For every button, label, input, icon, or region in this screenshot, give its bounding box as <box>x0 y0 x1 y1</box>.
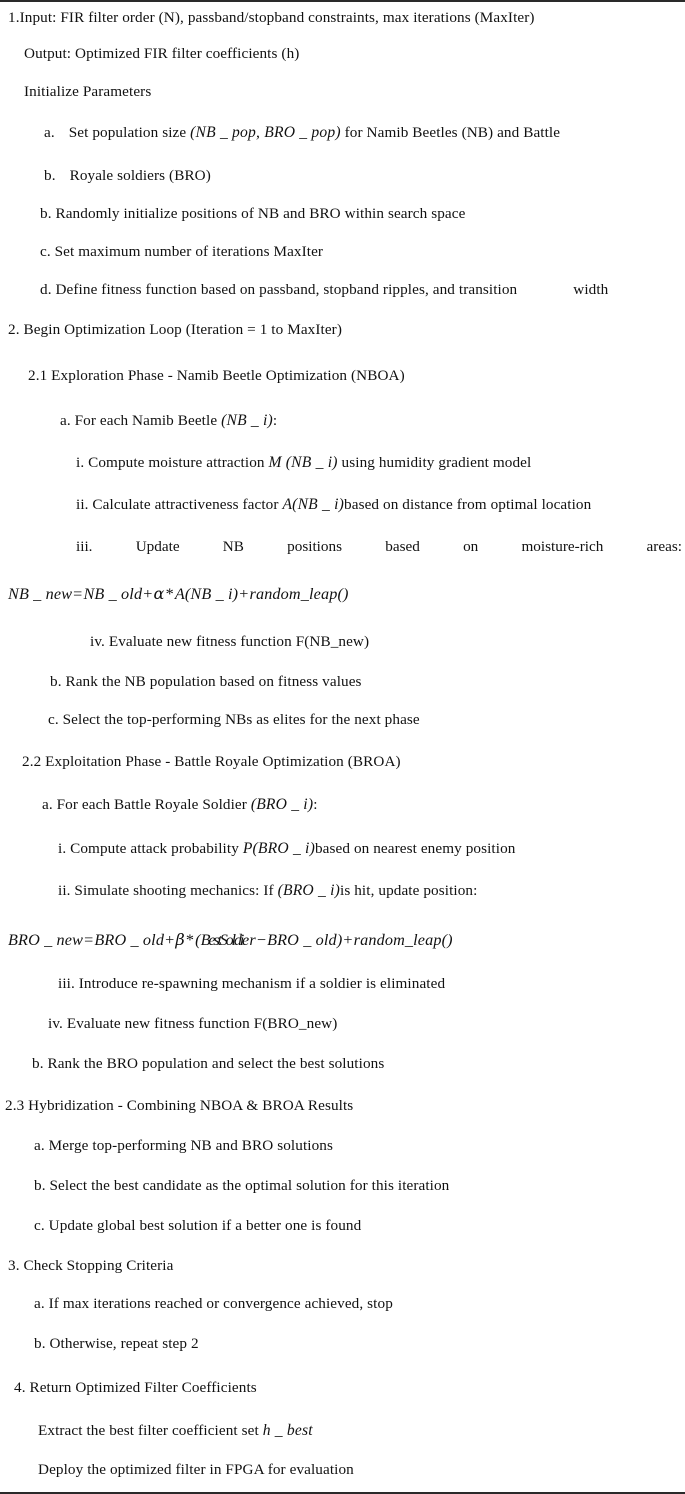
formula-bro-t1: BRO _ old <box>94 931 165 949</box>
formula-nb-eq: = <box>73 585 83 603</box>
pseudocode-line-check-stopping: 3. Check Stopping Criteria <box>8 1257 174 1274</box>
extract-text: Extract the best filter coefficient set <box>38 1422 259 1439</box>
pseudocode-line-section-2-3: 2.3 Hybridization - Combining NBOA & BROA Results <box>5 1097 354 1114</box>
init-b-text: Royale soldiers (BRO) <box>69 167 211 184</box>
pseudocode-line-hybrid-c: c. Update global best solution if a better one is found <box>34 1217 362 1234</box>
nboa-i-text-2: using humidity gradient model <box>341 454 532 471</box>
broa-ii-text: ii. Simulate shooting mechanics: If <box>58 882 274 899</box>
nboa-iii-w6: moisture-rich <box>521 538 604 555</box>
pseudocode-line-broa-iii: iii. Introduce re-spawning mechanism if a soldier is eliminated <box>58 975 446 992</box>
nboa-ii-text: ii. Calculate attractiveness factor <box>76 496 279 513</box>
broa-a-colon: : <box>313 796 318 813</box>
formula-nb-t3: random_leap <box>249 585 338 603</box>
formula-nb-op2: + <box>239 585 249 603</box>
pseudocode-line-hybrid-b: b. Select the best candidate as the optimal solution for this iteration <box>34 1177 450 1194</box>
pseudocode-line-broa-i <box>58 840 515 858</box>
pseudocode-line-section-2-1: 2.1 Exploration Phase - Namib Beetle Optimization (NBOA) <box>28 367 405 384</box>
pseudocode-line-init-fitness <box>40 282 608 299</box>
nboa-ii-math: A(NB _ i) <box>282 496 345 513</box>
pseudocode-line-section-2-2: 2.2 Exploitation Phase - Battle Royale Optimization (BROA) <box>22 753 401 770</box>
formula-bro-bestsoldier-a: BestSoldi <box>200 931 243 949</box>
nboa-iii-w1: Update <box>135 538 180 555</box>
pseudocode-line-init-a <box>44 124 560 142</box>
pseudocode-line-init-b <box>44 168 211 185</box>
pseudocode-line-broa-ii <box>58 882 477 900</box>
formula-bro-open-paren: ( <box>195 931 201 949</box>
formula-bro-beta: β <box>175 930 185 949</box>
formula-nb-t1: NB _ old <box>83 585 143 603</box>
pseudocode-line-initialize: Initialize Parameters <box>24 83 152 100</box>
pseudocode-line-begin-loop: 2. Begin Optimization Loop (Iteration = 1 to MaxIter) <box>8 321 342 338</box>
pseudocode-line-broa-iv: iv. Evaluate new fitness function F(BRO_new) <box>48 1015 338 1032</box>
nboa-ii-text-2: based on distance from optimal location <box>344 496 592 513</box>
broa-a-text: a. For each Battle Royale Soldier <box>42 796 247 813</box>
nboa-iii-w4: based <box>385 538 420 555</box>
nboa-iii-w5: on <box>463 538 479 555</box>
formula-bro-eq: = <box>84 931 94 949</box>
formula-nb-update <box>8 584 349 604</box>
pseudocode-line-broa-a <box>42 796 318 814</box>
formula-bro-mul: * <box>185 931 195 949</box>
init-a-text-1: Set population size <box>68 124 187 141</box>
pseudocode-line-output: Output: Optimized FIR filter coefficients (h) <box>24 45 300 62</box>
formula-nb-lhs: NB _ new <box>8 585 73 603</box>
nboa-iii-w2: NB <box>222 538 244 555</box>
broa-i-text: i. Compute attack probability <box>58 840 239 857</box>
nboa-i-text: i. Compute moisture attraction <box>76 454 265 471</box>
nboa-iii-w0: iii. <box>76 538 93 555</box>
formula-nb-alpha: α <box>153 584 165 603</box>
formula-bro-op1: + <box>165 931 175 949</box>
formula-bro-minus: − <box>256 931 267 949</box>
pseudocode-line-input: 1.Input: FIR filter order (N), passband/stopband constraints, max iterations (MaxIter) <box>8 9 535 26</box>
pseudocode-line-return: 4. Return Optimized Filter Coefficients <box>14 1379 257 1396</box>
formula-nb-t2: A(NB _ i) <box>174 585 239 603</box>
formula-nb-mul: * <box>165 585 174 603</box>
pseudocode-line-stop-b: b. Otherwise, repeat step 2 <box>34 1335 199 1352</box>
pseudocode-line-nboa-b: b. Rank the NB population based on fitness values <box>50 673 362 690</box>
extract-math: h _ best <box>262 1422 313 1439</box>
broa-ii-math: (BRO _ i) <box>277 882 341 899</box>
pseudocode-line-nboa-a <box>60 412 277 430</box>
nboa-iii-w3: positions <box>287 538 342 555</box>
formula-bro-op2: + <box>343 931 353 949</box>
formula-bro-lhs: BRO _ new <box>8 931 84 949</box>
init-a-math: (NB _ pop, BRO _ pop) <box>190 124 341 141</box>
list-marker-a: a. <box>44 124 55 141</box>
broa-a-math: (BRO _ i) <box>250 796 314 813</box>
pseudocode-line-init-maxiter: c. Set maximum number of iterations MaxIter <box>40 243 324 260</box>
pseudocode-line-nboa-iv: iv. Evaluate new fitness function F(NB_new) <box>90 633 370 650</box>
pseudocode-line-deploy: Deploy the optimized filter in FPGA for evaluation <box>38 1461 354 1478</box>
pseudocode-line-init-random: b. Randomly initialize positions of NB and BRO within search space <box>40 205 466 222</box>
formula-bro-bestsoldier-b: er <box>242 931 256 949</box>
pseudocode-line-nboa-iii <box>76 538 682 556</box>
init-d-width: width <box>573 281 609 298</box>
pseudocode-line-extract <box>38 1422 313 1440</box>
formula-nb-op1: + <box>143 585 153 603</box>
init-a-text-2: for Namib Beetles (NB) and Battle <box>344 124 561 141</box>
formula-nb-parens: () <box>337 585 349 603</box>
formula-bro-update <box>8 930 453 950</box>
pseudocode-line-nboa-c: c. Select the top-performing NBs as elites for the next phase <box>48 711 420 728</box>
nboa-a-text: a. For each Namib Beetle <box>60 412 218 429</box>
nboa-a-math: (NB _ i) <box>221 412 273 429</box>
pseudocode-line-hybrid-a: a. Merge top-performing NB and BRO solutions <box>34 1137 333 1154</box>
nboa-iii-w7: areas: <box>646 538 682 555</box>
broa-i-math: P(BRO _ i) <box>242 840 315 857</box>
nboa-i-math: M (NB _ i) <box>268 454 338 471</box>
broa-i-text-2: based on nearest enemy position <box>314 840 516 857</box>
init-d-text: d. Define fitness function based on passband, stopband ripples, and transition <box>40 281 518 298</box>
formula-bro-close-paren: ) <box>336 931 343 949</box>
list-marker-b: b. <box>44 167 56 184</box>
pseudocode-line-broa-b: b. Rank the BRO population and select the best solutions <box>32 1055 385 1072</box>
formula-bro-t3: BRO _ old <box>267 931 337 949</box>
nboa-a-colon: : <box>272 412 278 429</box>
pseudocode-line-stop-a: a. If max iterations reached or convergence achieved, stop <box>34 1295 393 1312</box>
pseudocode-line-nboa-i <box>76 454 531 472</box>
formula-bro-parens: () <box>441 931 453 949</box>
formula-bro-t4: random_leap <box>353 931 442 949</box>
pseudocode-line-nboa-ii <box>76 496 591 514</box>
broa-ii-text-2: is hit, update position: <box>340 882 478 899</box>
